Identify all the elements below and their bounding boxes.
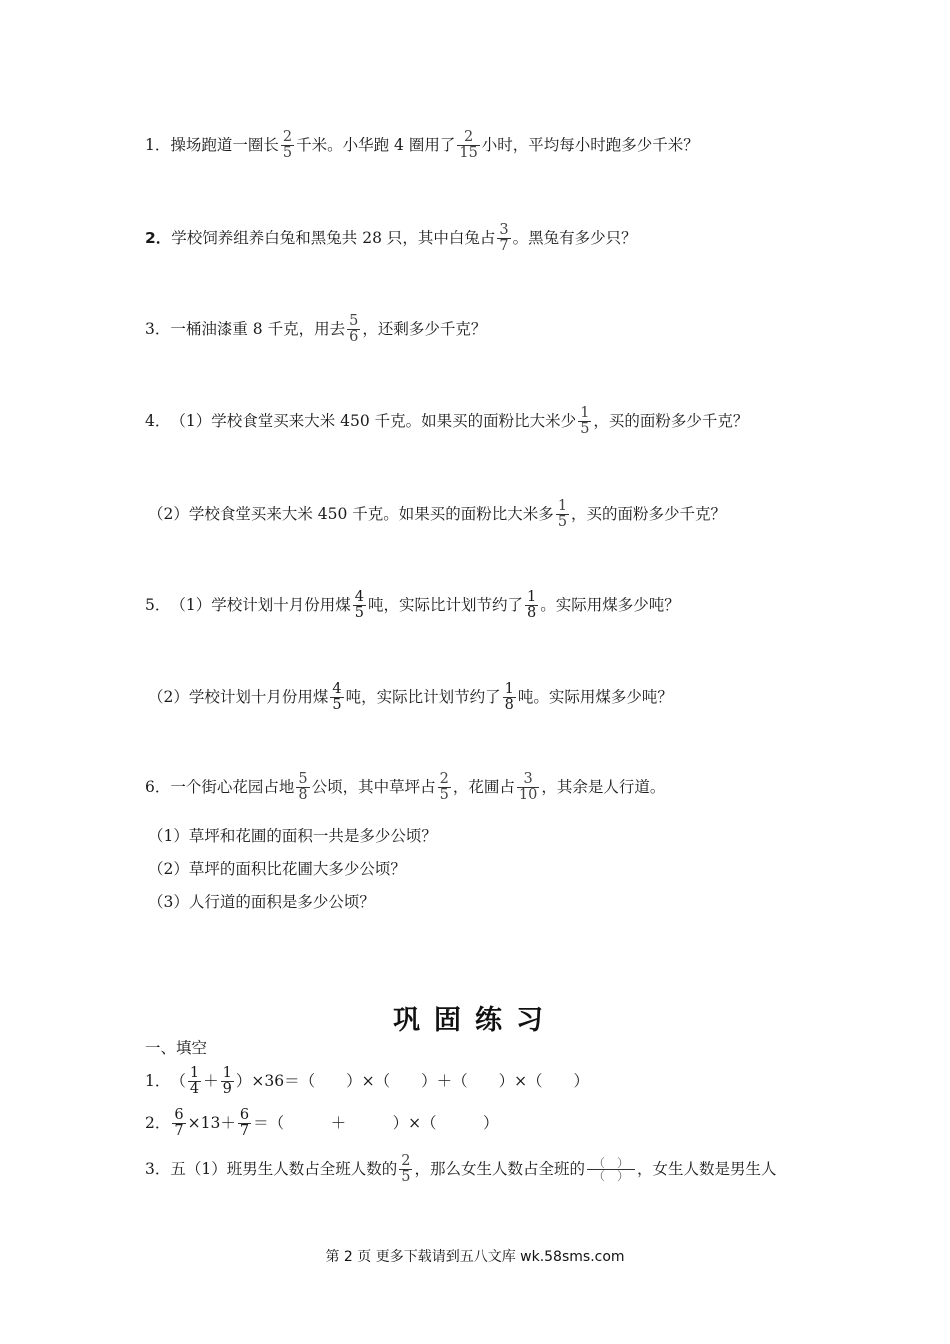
problem-6-question-3: （3）人行道的面积是多少公顷？ (148, 893, 375, 911)
fraction: $\frac{2}{5}$ (282, 129, 293, 162)
problem-number: 2． (145, 228, 172, 247)
practice-title: 巩固练习 (393, 1005, 557, 1036)
problem-1: 1． 操场跑道一圈长 $\frac{2}{5}$ 千米。小华跑 4 圈用了 $\frac{2}{15}$ 小时，平均每小时跑多少千米？ (145, 129, 699, 162)
fraction: $\frac{1}{4}$ (189, 1065, 200, 1098)
problem-2: 2． 学校饲养组养白兔和黑兔共 28 只，其中白兔占 $\frac{3}{7}$ 。黑兔有多少只？ (145, 222, 637, 255)
problem-number: 1． (145, 135, 171, 154)
fraction: $\frac{5}{8}$ (298, 771, 308, 804)
fraction: $\frac{2}{5}$ (439, 771, 449, 804)
fill-question-3: 3． 五（1）班男生人数占全班人数的 $\frac{2}{5}$ ，那么女生人数占全班的 $\frac{( )}{( )}$ ，女生人数是男生人 (145, 1153, 777, 1186)
question-number: 2． (145, 1113, 171, 1132)
problem-6-question-1: （1）草坪和花圃的面积一共是多少公顷？ (148, 827, 437, 845)
problem-6-question-2: （2）草坪的面积比花圃大多少公顷？ (148, 860, 406, 878)
fraction: $\frac{3}{10}$ (518, 771, 538, 804)
fill-question-2: 2． $\frac{6}{7}$ ×13＋ $\frac{6}{7}$ ＝（ ＋ ）×（ ） (145, 1107, 499, 1140)
page-footer: 第 2 页 更多下载请到五八文库 wk.58sms.com (325, 1249, 625, 1265)
problem-5-part-1: 5． （1）学校计划十月份用煤 $\frac{4}{5}$ 吨，实际比计划节约了 $\frac{1}{8}$ 。实际用煤多少吨？ (145, 589, 680, 622)
fraction: $\frac{4}{5}$ (332, 681, 342, 714)
fraction: $\frac{6}{7}$ (239, 1107, 250, 1140)
section-label: 一、填空 (145, 1039, 208, 1057)
fill-question-1: 1． （ $\frac{1}{4}$ ＋ $\frac{1}{9}$ ）×36＝（ ）×（ ）＋（ ）×（ ） (145, 1065, 590, 1098)
fraction: $\frac{6}{7}$ (174, 1107, 184, 1140)
blank-fraction[interactable]: $\frac{( )}{( )}$ (587, 1157, 635, 1183)
problem-number: 4． (145, 411, 171, 430)
problem-4-part-2: （2）学校食堂买来大米 450 千克。如果买的面粉比大米多 $\frac{1}{5}$ ，买的面粉多少千克？ (148, 498, 727, 531)
problem-5-part-2: （2）学校计划十月份用煤 $\frac{4}{5}$ 吨，实际比计划节约了 $\frac{1}{8}$ 吨。实际用煤多少吨？ (148, 681, 673, 714)
fraction: $\frac{5}{6}$ (349, 313, 359, 346)
fraction: $\frac{2}{5}$ (401, 1153, 411, 1186)
fraction: $\frac{1}{5}$ (580, 405, 590, 438)
fraction: $\frac{4}{5}$ (354, 589, 364, 622)
fraction: $\frac{1}{8}$ (504, 681, 514, 714)
problem-number: 6． (145, 777, 171, 796)
problem-6: 6． 一个街心花园占地 $\frac{5}{8}$ 公顷，其中草坪占 $\frac{2}{5}$ ，花圃占 $\frac{3}{10}$ ，其余是人行道。 (145, 771, 666, 804)
fraction: $\frac{2}{15}$ (459, 129, 478, 162)
problem-number: 3． (145, 319, 171, 338)
problem-number: 5． (145, 595, 171, 614)
fraction: $\frac{1}{8}$ (527, 589, 537, 622)
problem-3: 3． 一桶油漆重 8 千克，用去 $\frac{5}{6}$ ，还剩多少千克？ (145, 313, 487, 346)
question-number: 3． (145, 1159, 171, 1178)
problem-4-part-1: 4． （1）学校食堂买来大米 450 千克。如果买的面粉比大米少 $\frac{1}{5}$ ，买的面粉多少千克？ (145, 405, 749, 438)
question-number: 1． (145, 1071, 171, 1090)
fraction: $\frac{3}{7}$ (499, 222, 509, 255)
fraction: $\frac{1}{9}$ (222, 1065, 232, 1098)
fraction: $\frac{1}{5}$ (557, 498, 568, 531)
